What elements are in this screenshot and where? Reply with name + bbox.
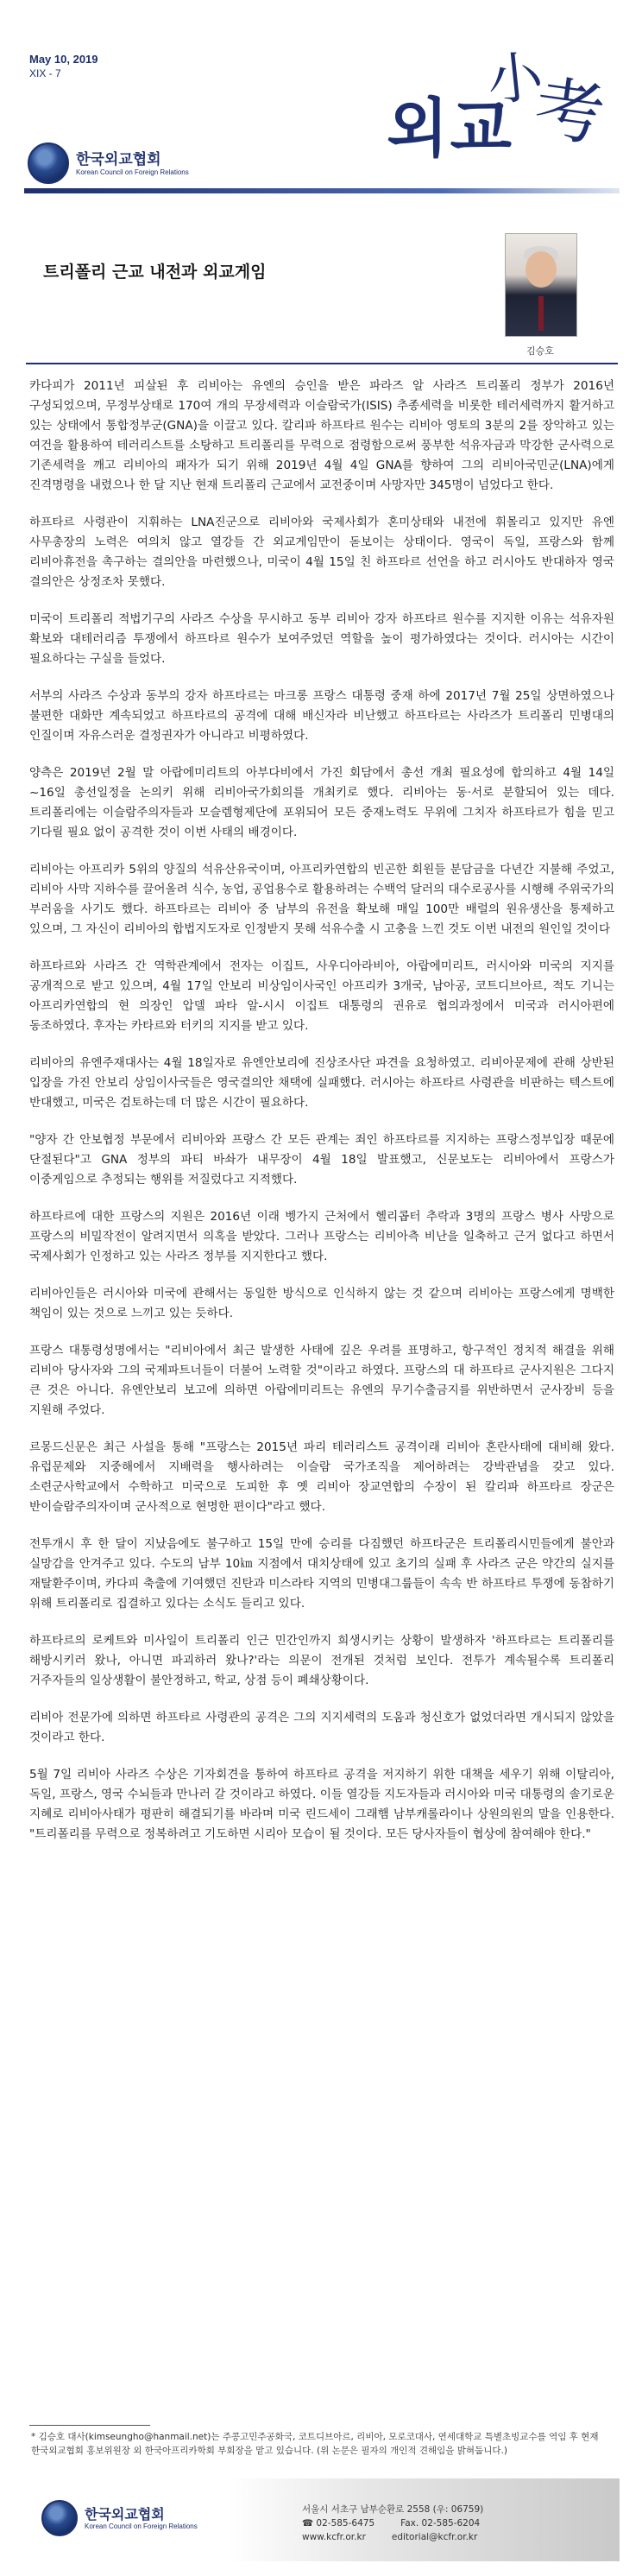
article-paragraph: 양측은 2019년 2월 말 아랍에미리트의 아부다비에서 가진 회담에서 총선 개최 필요성에 합의하고 4월 14일~16일 총선일정을 논의키 위해 리비아국가회의를 개최키로 했다. 리비아는 동·서로 분할되어 있는 데다. 트리폴리에는 이슬람주의자들과 모슬렘형제단에 포위되어 모든 중재노력도 무위에 그치자 하프타르가 힘을 믿고 기다릴 필요 없이 공격한 것이 이번 사태의 배경이다. xyxy=(29,766,614,839)
footer-contact-box xyxy=(228,2478,620,2561)
author-photo xyxy=(505,233,577,337)
footer-logo xyxy=(41,2500,198,2536)
issue-date: May 10, 2019 xyxy=(29,53,98,66)
issue-number: XIX - 7 xyxy=(29,67,61,79)
org-name-en: Korean Council on Foreign Relations xyxy=(76,168,189,176)
article-paragraph: 하프타르에 대한 프랑스의 지원은 2016년 이래 벵가지 근처에서 헬리콥터 추락과 3명의 프랑스 병사 사망으로 프랑스의 비밀작전이 알려지면서 의혹을 받았다. 그러나 프랑스는 리비아측 비난을 일축하고 근거 없다고 하면서 국제사회가 인정하고 있는 사라즈 정부를 지지한다고 했다. xyxy=(29,1210,614,1263)
brand-title-consider: 考 xyxy=(529,66,610,157)
article-paragraph: 5월 7일 리비아 사라즈 수상은 기자회견을 통하여 하프타르 공격을 저지하기 위한 대책을 세우기 위해 이탈리아, 독일, 프랑스, 영국 수뇌들과 만나러 갈 것이라고 하였다. 이들 열강들 지도자들과 러시아와 미국 대통령의 솔기로운 지혜로 리비아사태가 평판히 해결되기를 바라며 미국 린드세이 그래햄 남부캐롤라이나 상원의원의 말을 인용한다. "트리폴리를 무력으로 정복하려고 기도하면 시리아 모습이 될 것이다. 모든 당사자들이 협상에 참여해야 한다." xyxy=(29,1768,614,1841)
title-divider xyxy=(26,363,618,364)
article-paragraph: 카다피가 2011년 피살된 후 리비아는 유엔의 승인을 받은 파라즈 알 사라즈 트리폴리 정부가 2016년 구성되었으며, 무정부상태로 170여 개의 무장세력과 이슬람국가(ISIS) 추종세력을 비롯한 테러세력까지 활거하고 있는 상태에서 통합정부군(GNA)을 이끌고 있다. 칼리파 하프타르 원수는 리비아 영토의 3분의 2를 장악하고 있는 여건을 활용하여 테러리스트를 소탕하고 트리폴리를 무력으로 점령함으로써 풍부한 석유자금과 막강한 군사력으로 기존세력을 깨고 리비아의 패자가 되기 위해 2019년 4월 4일 GNA를 향하여 그의 리비아국민군(LNA)에게 진격명령을 내렸으나 한 달 지난 현재 트리폴리 근교에서 교전중이며 사망자만 345명이 넘었다고 한다. xyxy=(29,379,614,492)
org-emblem-icon xyxy=(41,2500,78,2536)
footer xyxy=(24,2478,620,2561)
article-paragraph: 전투개시 후 한 달이 지났음에도 불구하고 15일 만에 승리를 다짐했던 하프타군은 트리폴리시민들에게 불안과 실망감을 안겨주고 있다. 수도의 남부 10㎞ 지점에서 대치상태에 있고 초기의 실패 후 사라즈 군은 약간의 실지를 재탈환주이며, 카다피 축출에 기여했던 진탄과 미스라타 지역의 민병대그룹들이 속속 반 하프타르 투쟁에 동참하기 위해 트리폴리로 집결하고 있다는 소식도 들리고 있다. xyxy=(29,1537,614,1611)
footnote-divider xyxy=(29,2425,150,2426)
article-paragraph: 리비아인들은 러시아와 미국에 관해서는 동일한 방식으로 인식하지 않는 것 같으며 리비아는 프랑스에게 명백한 책임이 있는 것으로 느끼고 있는 듯하다. xyxy=(29,1287,614,1320)
header-band xyxy=(24,188,620,193)
footer-org-name-kr: 한국외교협회 xyxy=(85,2506,165,2522)
article-paragraph: "양자 간 안보협정 부문에서 리비아와 프랑스 간 모든 관계는 죄인 하프타르를 지지하는 프랑스정부입장 때문에 단절된다"고 GNA 정부의 파티 바솨가 내무장이 4월 18일 발표했고, 신문보도는 리비아에서 프랑스가 이중게임으로 추정되는 행위를 저질렀다고 지적했다. xyxy=(29,1133,614,1187)
article-paragraph: 미국이 트리폴리 적법기구의 사라즈 수상을 무시하고 동부 리비아 강자 하프타르 원수를 지지한 이유는 석유자원 확보와 대테러리즘 투쟁에서 하프타르 원수가 보여주었던 역할을 높이 평가하였다는 것이다. 러시아는 시간이 필요하다는 구실을 들었다. xyxy=(29,612,614,666)
article-paragraph: 하프타르와 사라즈 간 역학관계에서 전자는 이집트, 사우디아라비아, 아랍에미리트, 러시아와 미국의 지지를 공개적으로 받고 있으며, 4월 17일 안보리 비상임이사국인 아프리카 3개국, 남아공, 코트디브아르, 적도 기니는 아프리카연합의 현 의장인 압델 파타 알-시시 이집트 대통령의 권유로 협의과정에서 미국과 러시아편에 동조하였다. 후자는 카타르와 터키의 지지를 받고 있다. xyxy=(29,959,614,1033)
footer-org-name-en: Korean Council on Foreign Relations xyxy=(85,2522,198,2530)
footer-tel: ☎ 02-585-6475 xyxy=(302,2518,375,2529)
footer-website-link[interactable]: www.kcfr.or.kr xyxy=(302,2532,366,2542)
brand-title-small: 小 xyxy=(484,44,546,115)
org-emblem-icon xyxy=(28,142,69,184)
author-name: 김승호 xyxy=(526,345,554,357)
brand-title-main: 외교 xyxy=(387,92,513,166)
org-name-kr: 한국외교협회 xyxy=(76,150,161,168)
footnote: * 김승호 대사(kimseungho@hanmail.net)는 주콩고민주공화국, 코트디브아르, 리비아, 모로코대사, 연세대학교 특별초빙교수를 역임 후 현재 한국외교협회 홍보위원장 외 한국아프리카학회 부회장을 맡고 있습니다. (위 논문은 필자의 개인적 견해임을 밝혀둡니다.) xyxy=(31,2432,599,2456)
article-title: 트리폴리 근교 내전과 외교게임 xyxy=(43,263,267,282)
article-paragraph: 하프타르 사령관이 지휘하는 LNA진군으로 리비아와 국제사회가 혼미상태와 내전에 휘몰리고 있지만 유엔 사무총장의 노력은 여의치 않고 열강들 간 외교게임만이 돋보이는 상태이다. 영국이 독일, 프랑스와 함께 리비아휴전을 촉구하는 결의안을 마련했으나, 미국이 4월 15일 친 하프타르 선언을 하고 러시아도 반대하자 영국 결의안은 상정조차 못했다. xyxy=(29,516,614,589)
article-paragraph: 리비아 전문가에 의하면 하프타르 사령관의 공격은 그의 지지세력의 도움과 청신호가 없었더라면 개시되지 않았을 것이라고 한다. xyxy=(29,1711,614,1744)
article-paragraph: 리비아의 유엔주재대사는 4월 18일자로 유엔안보리에 진상조사단 파견을 요청하였고. 리비아문제에 관해 상반된 입장을 가진 안보리 상임이사국들은 영국결의안 채택에 실패했다. 러시아는 하프타르 사령관을 비판하는 텍스트에 반대했고, 미국은 검토하는데 더 많은 시간이 필요하다. xyxy=(29,1056,614,1110)
footer-address: 서울시 서초구 남부순환로 2558 (우: 06759) xyxy=(302,2504,484,2515)
header-logo xyxy=(28,142,189,184)
footer-email-link[interactable]: editorial@kcfr.or.kr xyxy=(391,2532,478,2542)
article-paragraph: 르몽드신문은 최근 사설을 통해 "프랑스는 2015년 파리 테러리스트 공격이래 리비아 혼란사태에 대비해 왔다. 유럽문제와 지중해에서 지배력을 행사하려는 이슬람 국가조직을 제어하려는 강박관념을 갖고 있다. 소련군사학교에서 수학하고 미국으로 도피한 후 옛 리비아 장교연합의 수장이 된 칼리파 하프타르 장군은 반이슬람주의자이며 군사적으로 현명한 편이다"라고 했다. xyxy=(29,1440,614,1514)
article-paragraph: 하프타르의 로케트와 미사일이 트리폴리 인근 민간인까지 희생시키는 상황이 발생하자 '하프타르는 트리폴리를 해방시키러 왔나, 아니면 파괴하러 왔나?'라는 의문이 전개된 것처럼 보인다. 전투가 계속될수록 트리폴리 거주자들의 일상생활이 불안정하고, 학교, 상점 등이 폐쇄상황이다. xyxy=(29,1634,614,1687)
article-paragraph: 프랑스 대통령성명에서는 "리비아에서 최근 발생한 사태에 깊은 우려를 표명하고, 항구적인 정치적 해결을 위해 리비아 당사자와 그의 국제파트너들이 더불어 노력할 것"이라고 하였다. 프랑스의 대 하프타르 군사지원은 그다지 큰 것은 아니다. 유엔안보리 보고에 의하면 아랍에미리트는 유엔의 무기수출금지를 위반하면서 군사장비 등을 지원해 주었다. xyxy=(29,1344,614,1417)
article-body xyxy=(29,377,614,1862)
article-paragraph: 리비아는 아프리카 5위의 양질의 석유산유국이며, 아프리카연합의 빈곤한 회원들 분담금을 다년간 지불해 주었고, 리비아 사막 지하수를 끌어올려 식수, 농업, 공업용수로 활용하려는 수백억 달러의 대수로공사를 시행해 주위국가의 부러움을 사기도 했다. 하프타르는 리비아 중 남부의 유전을 확보해 매일 100만 배럴의 원유생산을 통제하고 있으며, 그 자신이 리비아의 합법지도자로 인정받지 못해 석유수출 시 고충을 느낀 것도 이번 내전의 원인일 것이다 xyxy=(29,863,614,936)
footer-fax: Fax. 02-585-6204 xyxy=(400,2518,481,2529)
article-paragraph: 서부의 사라즈 수상과 동부의 강자 하프타르는 마크롱 프랑스 대통령 중재 하에 2017년 7월 25일 상면하였으나 불편한 대화만 계속되었고 하프타르의 공격에 대해 배신자라 비난했고 하프타르는 사라즈가 트리폴리 민병대의 인질이며 자유스러운 결정권자가 아니라고 비평하였다. xyxy=(29,689,614,743)
